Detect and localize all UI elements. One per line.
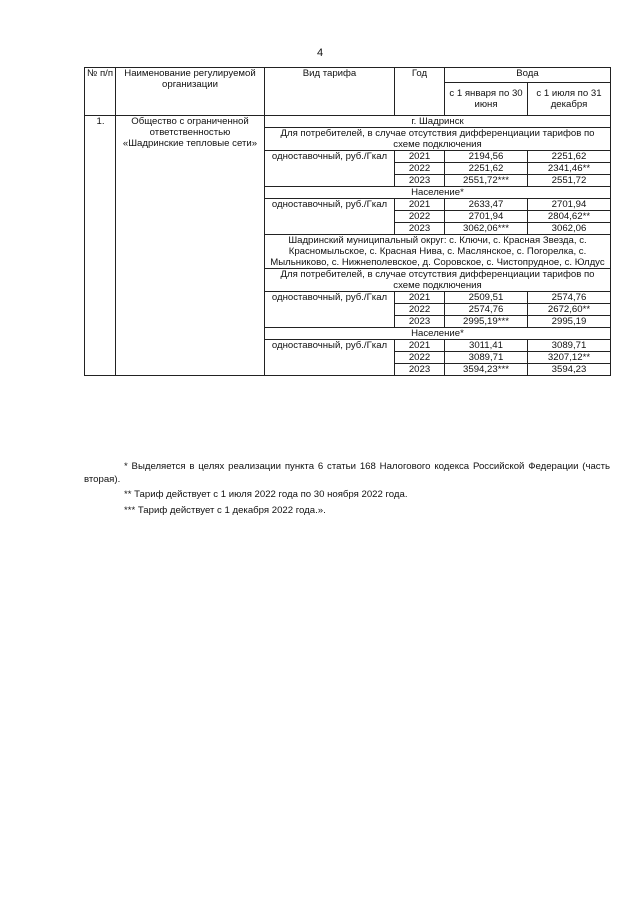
value-cell: 2551,72*** [445,175,528,187]
value-cell: 2701,94 [528,199,611,211]
value-cell: 3594,23 [528,364,611,376]
value-cell: 2701,94 [445,211,528,223]
group-title: Для потребителей, в случае отсутствия дифференциации тарифов по схеме подключения [265,269,611,292]
header-org: Наименование регулируемой организации [116,68,265,116]
value-cell: 3207,12** [528,352,611,364]
footnote-3: *** Тариф действует с 1 декабря 2022 года.». [124,504,326,516]
value-cell: 2995,19*** [445,316,528,328]
area-title: Шадринский муниципальный округ: с. Ключи, с. Красная Звезда, с. Красномыльское, с. Красная Нива, с. Маслянское, с. Погорелка, с. Мыльниково, с. Нижнеполевское, д. Соровское, с. Чистопрудное, с. Юлдус [265,235,611,269]
area-title: г. Шадринск [265,116,611,128]
year-cell: 2023 [395,316,445,328]
value-cell: 2633,47 [445,199,528,211]
year-cell: 2021 [395,151,445,163]
value-cell: 3062,06*** [445,223,528,235]
value-cell: 2574,76 [528,292,611,304]
year-cell: 2022 [395,163,445,175]
footnotes [84,461,610,520]
page-number: 4 [316,47,324,59]
header-num: № п/п [85,68,116,116]
footnote-1: * Выделяется в целях реализации пункта 6 статьи 168 Налогового кодекса Российской Федерации (часть вторая). [84,461,610,485]
year-cell: 2022 [395,211,445,223]
group-title: Население* [265,328,611,340]
year-cell: 2023 [395,175,445,187]
year-cell: 2023 [395,223,445,235]
tariff-type: одноставочный, руб./Гкал [265,292,395,328]
year-cell: 2022 [395,352,445,364]
group-title: Население* [265,187,611,199]
year-cell: 2022 [395,304,445,316]
tariff-type: одноставочный, руб./Гкал [265,340,395,376]
header-period-2: с 1 июля по 31 декабря [528,83,611,116]
header-year: Год [395,68,445,116]
row-number: 1. [85,116,116,376]
year-cell: 2023 [395,364,445,376]
organization-name: Общество с ограниченной ответственностью «Шадринские тепловые сети» [116,116,265,376]
year-cell: 2021 [395,292,445,304]
year-cell: 2021 [395,340,445,352]
tariff-type: одноставочный, руб./Гкал [265,151,395,187]
value-cell: 2672,60** [528,304,611,316]
value-cell: 2509,51 [445,292,528,304]
value-cell: 3594,23*** [445,364,528,376]
value-cell: 2341,46** [528,163,611,175]
value-cell: 3089,71 [528,340,611,352]
value-cell: 2194,56 [445,151,528,163]
header-period-1: с 1 января по 30 июня [445,83,528,116]
tariff-type: одноставочный, руб./Гкал [265,199,395,235]
value-cell: 2995,19 [528,316,611,328]
value-cell: 2251,62 [528,151,611,163]
value-cell: 2251,62 [445,163,528,175]
value-cell: 3062,06 [528,223,611,235]
value-cell: 2804,62** [528,211,611,223]
header-water: Вода [445,68,611,83]
year-cell: 2021 [395,199,445,211]
value-cell: 2551,72 [528,175,611,187]
header-tariff-type: Вид тарифа [265,68,395,116]
group-title: Для потребителей, в случае отсутствия дифференциации тарифов по схеме подключения [265,128,611,151]
value-cell: 3011,41 [445,340,528,352]
value-cell: 3089,71 [445,352,528,364]
footnote-2: ** Тариф действует с 1 июля 2022 года по 30 ноября 2022 года. [124,489,408,500]
value-cell: 2574,76 [445,304,528,316]
tariff-table [84,67,611,376]
